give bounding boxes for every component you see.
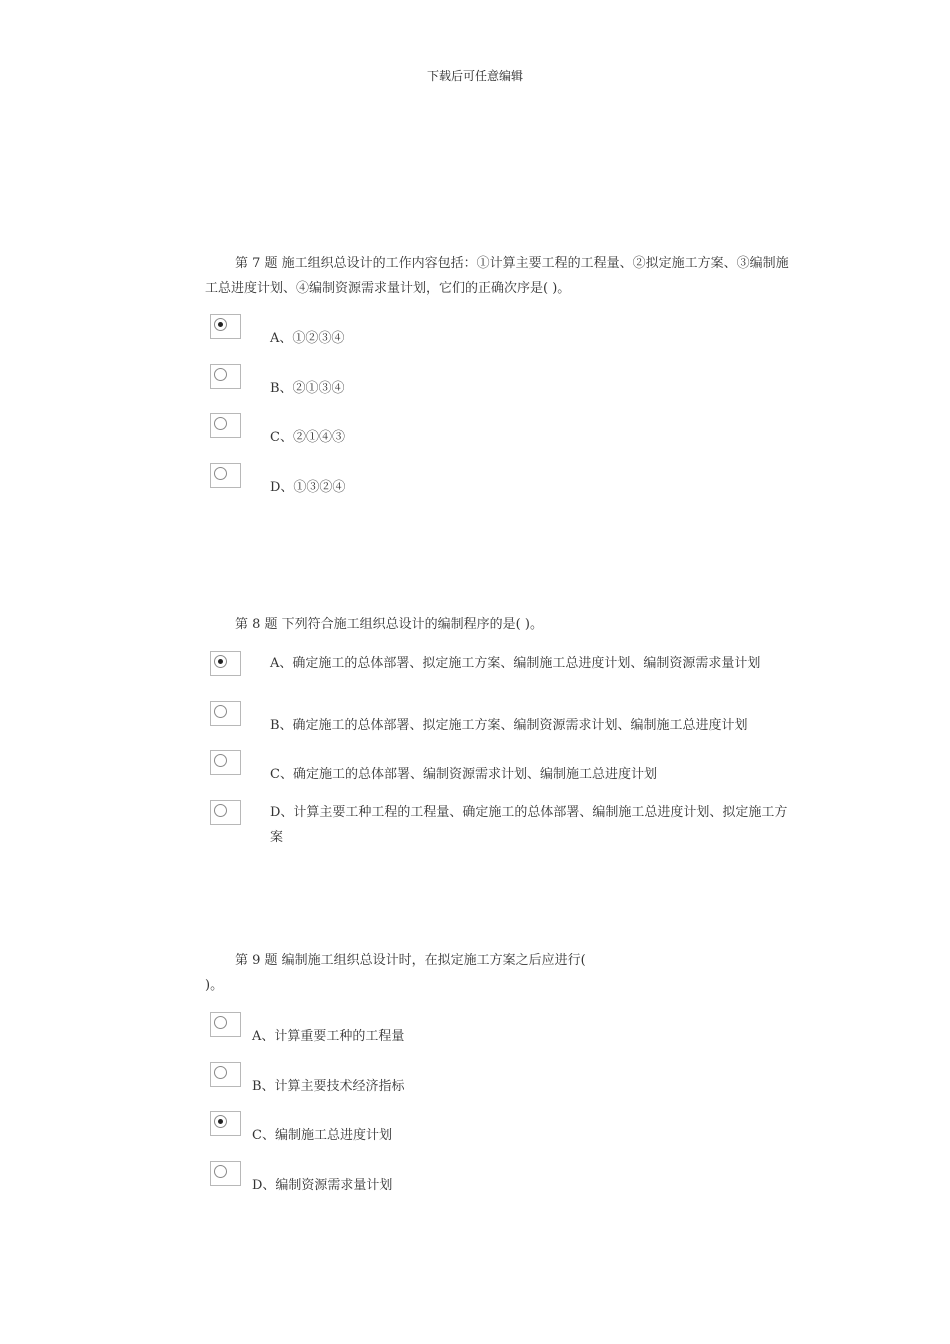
q9-option-b-radio[interactable] [210, 1062, 241, 1087]
q8-option-b-radio[interactable] [210, 701, 241, 726]
q7-option-b-label: B、②①③④ [270, 381, 345, 396]
q7-option-d-radio[interactable] [210, 463, 241, 488]
radio-icon [214, 655, 227, 668]
radio-icon [214, 804, 227, 817]
radio-icon [214, 318, 227, 331]
q7-option-c-radio[interactable] [210, 413, 241, 438]
radio-icon [214, 1115, 227, 1128]
q9-option-c-label: C、编制施工总进度计划 [252, 1128, 392, 1143]
q7-option-b-radio[interactable] [210, 364, 241, 389]
q7-option-a-label: A、①②③④ [270, 331, 345, 346]
q7-option-a-radio[interactable] [210, 314, 241, 339]
q8-option-d-radio[interactable] [210, 800, 241, 825]
radio-icon [214, 467, 227, 480]
q7-option-c-label: C、②①④③ [270, 430, 345, 445]
q9-option-c-radio[interactable] [210, 1111, 241, 1136]
radio-icon [214, 417, 227, 430]
q7-option-d-label: D、①③②④ [270, 480, 346, 495]
question-8-text: 第 8 题 下列符合施工组织总设计的编制程序的是( )。 [235, 617, 543, 632]
radio-icon [214, 705, 227, 718]
q9-option-d-label: D、编制资源需求量计划 [252, 1178, 393, 1193]
question-7-text: 第 7 题 施工组织总设计的工作内容包括：①计算主要工程的工程量、②拟定施工方案、③编制施工总进度计划、④编制资源需求量计划，它们的正确次序是( )。 [205, 256, 789, 296]
q9-option-a-radio[interactable] [210, 1012, 241, 1037]
q9-option-a-label: A、计算重要工种的工程量 [252, 1029, 405, 1044]
radio-icon [214, 754, 227, 767]
q8-option-a-label: A、确定施工的总体部署、拟定施工方案、编制施工总进度计划、编制资源需求量计划 [270, 656, 761, 671]
radio-icon [214, 1165, 227, 1178]
q9-option-b-label: B、计算主要技术经济指标 [252, 1079, 405, 1094]
question-9-text-continued: )。 [205, 978, 224, 993]
radio-icon [214, 1016, 227, 1029]
q9-option-d-radio[interactable] [210, 1161, 241, 1186]
q8-option-c-radio[interactable] [210, 750, 241, 775]
radio-icon [214, 368, 227, 381]
q8-option-d-label: D、计算主要工种工程的工程量、确定施工的总体部署、编制施工总进度计划、拟定施工方案 [270, 805, 788, 845]
q8-option-c-label: C、确定施工的总体部署、编制资源需求计划、编制施工总进度计划 [270, 767, 657, 782]
question-9-text: 第 9 题 编制施工组织总设计时，在拟定施工方案之后应进行( [235, 953, 586, 968]
radio-icon [214, 1066, 227, 1079]
page-header: 下载后可任意编辑 [426, 69, 523, 83]
q8-option-a-radio[interactable] [210, 651, 241, 676]
q8-option-b-label: B、确定施工的总体部署、拟定施工方案、编制资源需求计划、编制施工总进度计划 [270, 718, 748, 733]
